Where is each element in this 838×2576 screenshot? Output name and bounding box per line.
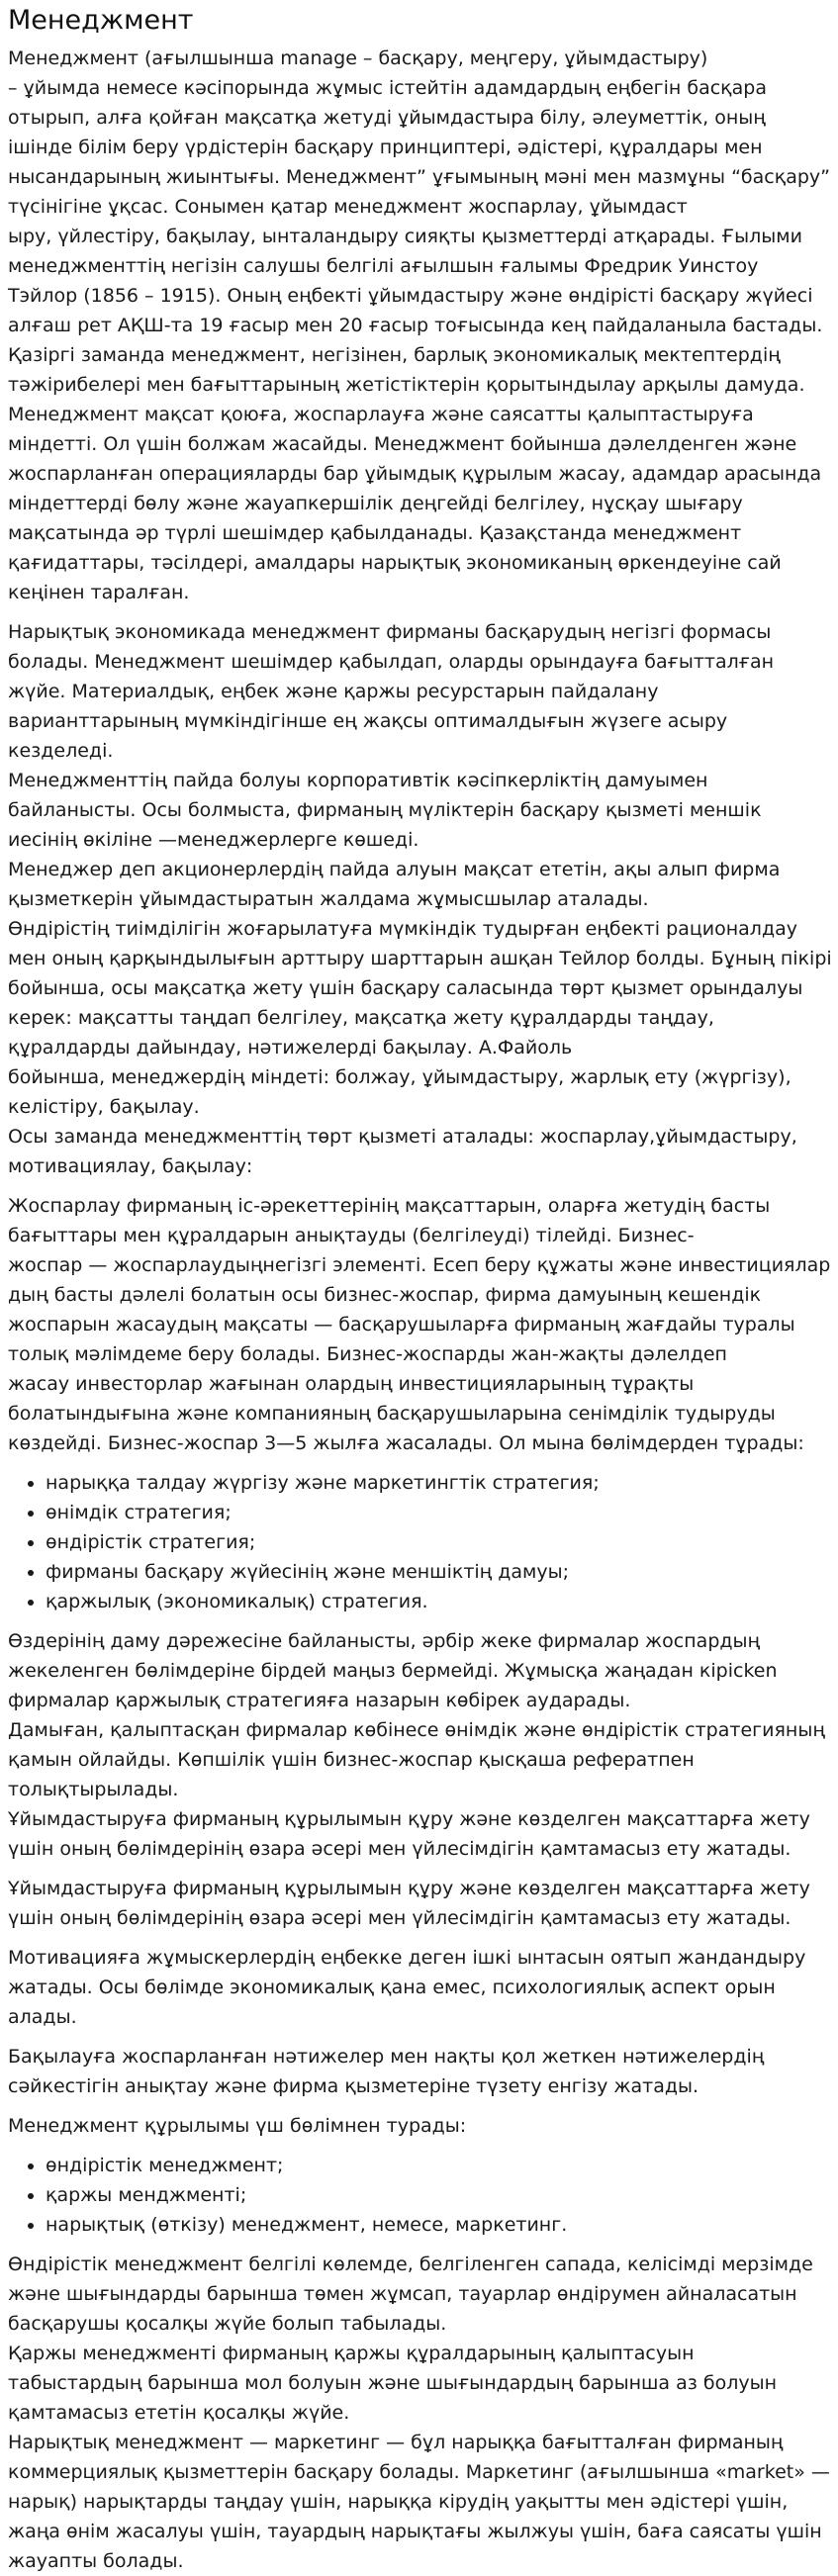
text-line: Менеджмент мақсат қоюға, жоспарлауға және саясатты қалыптастыруға [8, 404, 754, 425]
text-line: иесінің өкіліне —менеджерлерге көшеді. [8, 829, 419, 851]
text-line: варианттарының мүмкіндігінше ең жақсы оптималдығын жүзеге асыру [8, 710, 728, 732]
text-line: және шығындарды барынша төмен жұмсап, тауарлар өндірумен айналасатын [8, 2283, 797, 2305]
text-line: қамын ойлайды. Көпшілік үшін бизнес-жоспар қысқаша рефератпен [8, 1749, 695, 1771]
paragraph-intro [8, 44, 838, 607]
text-line: Менеджмент құрылымы үш бөлімнен турады: [8, 2115, 467, 2137]
text-line: Қаржы менеджменті фирманың қаржы құралдарының қалыптасуын [8, 2343, 695, 2364]
text-line: бойынша, менеджердің міндеті: болжау, ұйымдастыру, жарлық ету (жүргізу), [8, 1066, 791, 1088]
text-line: мен оның қарқындылығын арттыру шарттарын ашқан Тейлор болды. Бұның пікірі [8, 948, 832, 969]
text-line: Өздерінің даму дәрежесіне байланысты, әрбір жеке фирмалар жоспардың [8, 1630, 761, 1652]
text-line: құралдарды дайындау, нәтижелерді бақылау. А.Файоль [8, 1037, 573, 1058]
text-line: сәйкестігін анықтау және фирма қызметеріне түзету енгізу жатады. [8, 2075, 699, 2097]
management-structure-list [8, 2151, 838, 2240]
list-item: • өндірістік менеджмент; [46, 2151, 838, 2180]
list-item: • нарықтық (өткізу) менеджмент, немесе, маркетинг. [46, 2210, 838, 2240]
text-line: нарық) нарықтарды таңдау үшін, нарыққа кірудің уақытты мен әдістері үшін, [8, 2491, 789, 2513]
text-line: байланысты. Осы болмыста, фирманың мүліктерін басқару қызметі меншік [8, 799, 762, 821]
text-line: Осы заманда менеджменттің төрт қызметі аталады: жоспарлау,ұйымдастыру, [8, 1126, 797, 1148]
text-line: табыстардың барынша мол болуын және шығындардың барынша аз болуын [8, 2372, 778, 2394]
text-line: қамтамасыз ететін қосалқы жүйе. [8, 2402, 350, 2424]
text-line: Жоспарлау фирманың іс-әрекеттерінің мақсаттарын, оларға жетудің басты [8, 1195, 771, 1217]
text-line: үшін оның бөлімдерінің өзара әсері мен үйлесімдігін қамтамасыз ету жатады. [8, 1838, 791, 1860]
text-line: қызметкерін ұйымдастыратын жалдама жұмысшылар аталады. [8, 888, 649, 910]
text-line: керек: мақсатты таңдап белгілеу, мақсатқа жету құралдарды таңдау, [8, 1007, 714, 1029]
text-line: бойынша, осы мақсатқа жету үшін басқару саласында төрт қызмет орындалуы [8, 977, 803, 999]
paragraph-management-types [8, 2250, 838, 2576]
text-line: Ұйымдастыруға фирманың құрылымын құру және көзделген мақсаттарға жету [8, 1808, 810, 1830]
paragraph-control [8, 2042, 838, 2101]
paragraph-organizing [8, 1874, 838, 1933]
text-line: алады. [8, 2006, 77, 2028]
text-line: жүйе. Материалдық, еңбек және қаржы ресурстарын пайдалану [8, 681, 659, 702]
list-item: • нарыққа талдау жүргізу және маркетингтік стратегия; [46, 1468, 838, 1498]
list-item: • фирманы басқару жүйесінің және меншіктің дамуы; [46, 1557, 838, 1587]
text-line: жаңа өнім жасалуы үшін, тауардың нарықтағы жылжуы үшін, баға саясаты үшін [8, 2521, 822, 2542]
text-line: түсінігіне ұқсас. Сонымен қатар менеджмент жоспарлау, ұйымдаст [8, 196, 688, 218]
text-line: Бақылауға жоспарланған нәтижелер мен нақты қол жеткен нәтижелердің [8, 2046, 765, 2068]
text-line: міндеттерді бөлу және жауапкершілік деңгейді белгілеу, нұсқау шығару [8, 493, 743, 514]
text-line: коммерциялық қызметтерін басқару болады. Маркетинг (ағылшынша «market» — [8, 2461, 830, 2483]
text-line: міндетті. Ол үшін болжам жасайды. Менеджмент бойынша дәлелденген және [8, 433, 797, 455]
text-line: Менеджмент (ағылшынша manage – басқару, меңгеру, ұйымдастыру) [8, 47, 708, 69]
text-line: Тэйлор (1856 – 1915). Оның еңбекті ұйымдастыру және өндірісті басқару жүйесі [8, 285, 813, 307]
text-line: жатады. Осы бөлімде экономикалық қана емес, психологиялық аспект орын [8, 1977, 776, 1998]
text-line: болады. Менеджмент шешімдер қабылдап, оларды орындауға бағытталған [8, 651, 775, 673]
text-line: Дамыған, қалыптасқан фирмалар көбінесе өнімдік және өндірістік стратегияның [8, 1719, 825, 1741]
text-line: нысандарының жиынтығы. Менеджмент” ұғымының мәні мен мазмұны “басқару” [8, 166, 830, 188]
paragraph-motivation [8, 1943, 838, 2032]
text-line: Мотивацияға жұмыскерлердің еңбекке деген ішкі ынтасын оятып жандандыру [8, 1947, 806, 1969]
text-line: көздейді. Бизнес-жоспар 3—5 жылға жасалады. Ол мына бөлімдерден тұрады: [8, 1432, 804, 1454]
text-line: келістіру, бақылау. [8, 1096, 200, 1118]
text-line: Нарықтық экономикада менеджмент фирманы басқарудың негізгі формасы [8, 621, 772, 643]
text-line: жекеленген бөлімдеріне бірдей маңыз бермейді. Жұмысқа жаңадан кірісken [8, 1660, 778, 1682]
text-line: – ұйымда немесе кәсіпорында жұмыс істейтін адамдардың еңбегін басқара [8, 77, 767, 99]
text-line: жоспарын жасаудың мақсаты — басқарушыларға фирманың жағдайы туралы [8, 1314, 795, 1335]
text-line: жоспарланған операцияларды бар ұйымдық құрылым жасау, адамдар арасында [8, 463, 822, 485]
paragraph-planning [8, 1191, 838, 1458]
list-item: • өнімдік стратегия; [46, 1498, 838, 1527]
text-line: Менеджер деп акционерлердің пайда алуын мақсат ететін, ақы алып фирма [8, 859, 781, 880]
text-line: толықтырылады. [8, 1779, 179, 1800]
text-line: мотивациялау, бақылау: [8, 1155, 253, 1177]
text-line: Ұйымдастыруға фирманың құрылымын құру және көзделген мақсаттарға жету [8, 1878, 810, 1899]
text-line: бағыттары мен құралдарын анықтауды (белгілеуді) тілейді. Бизнес- [8, 1225, 695, 1246]
list-item: • өндірістік стратегия; [46, 1527, 838, 1557]
text-line: Өндірістің тиімділігін жоғарылатуға мүмкіндік тудырған еңбекті рационалдау [8, 918, 797, 940]
text-line: жоспар — жоспарлаудыңнегізгі элементі. Есеп беру құжаты және инвестициялар [8, 1254, 831, 1276]
text-line: алғаш рет АҚШ-та 19 ғасыр мен 20 ғасыр тоғысында кең пайдаланыла бастады. [8, 315, 823, 336]
text-line: Менеджменттің пайда болуы корпоративтік кәсіпкерліктің дамуымен [8, 770, 708, 791]
list-item: • қаржылық (экономикалық) стратегия. [46, 1587, 838, 1616]
text-line: басқарушы қосалқы жүйе болып табылады. [8, 2313, 447, 2335]
list-item: • қаржы менджменті; [46, 2180, 838, 2210]
text-line: қағидаттары, тәсілдері, амалдары нарықтық экономиканың өркендеуіне сай [8, 552, 782, 574]
text-line: Нарықтық менеджмент — маркетинг — бұл нарыққа бағытталған фирманың [8, 2432, 784, 2453]
text-line: Қазіргі заманда менеджмент, негізінен, барлық экономикалық мектептердің [8, 344, 781, 366]
text-line: дың басты дәлелі болатын осы бизнес-жоспар, фирма дамуының кешендік [8, 1284, 762, 1306]
business-plan-sections-list [8, 1468, 838, 1616]
text-line: менеджменттің негізін салушы белгілі ағылшын ғалымы Фредрик Уинстоу [8, 255, 759, 277]
text-line: болатындығына және компанияның басқарушыларына сенімділік тудыруды [8, 1403, 776, 1425]
text-line: жасау инвесторлар жағынан олардың инвестицияларының тұрақты [8, 1373, 695, 1395]
text-line: үшін оның бөлімдерінің өзара әсері мен үйлесімдігін қамтамасыз ету жатады. [8, 1907, 791, 1929]
paragraph-structure [8, 2111, 838, 2141]
text-line: толық мәлімдеме беру болады. Бизнес-жоспарды жан-жақты дәлелдеп [8, 1343, 727, 1365]
page-title: Менеджмент [8, 5, 194, 36]
text-line: отырып, алға қойған мақсатқа жетуді ұйымдастыра білу, әлеуметтік, оның [8, 107, 766, 129]
paragraph-development-degree [8, 1626, 838, 1864]
text-line: жауапты болады. [8, 2550, 184, 2572]
text-line: Өндірістік менеджмент белгілі көлемде, белгіленген сапада, келісімді мерзімде [8, 2254, 813, 2275]
text-line: мақсатында әр түрлі шешімдер қабылданады. Қазақстанда менеджмент [8, 522, 742, 544]
paragraph-market-economy [8, 617, 838, 1181]
text-line: тәжірибелері мен бағыттарының жетістіктерін қорытындылау арқылы дамуда. [8, 374, 805, 396]
text-line: фирмалар қаржылық стратегияға назарын көбірек аударады. [8, 1690, 631, 1711]
text-line: кеңінен таралған. [8, 582, 190, 603]
text-line: ыру, үйлестіру, бақылау, ынталандыру сияқты қызметтерді атқарады. Ғылыми [8, 226, 802, 247]
text-line: ішінде білім беру үрдістерін басқару принциптері, әдістері, құралдары мен [8, 137, 763, 158]
text-line: кезделеді. [8, 740, 114, 762]
